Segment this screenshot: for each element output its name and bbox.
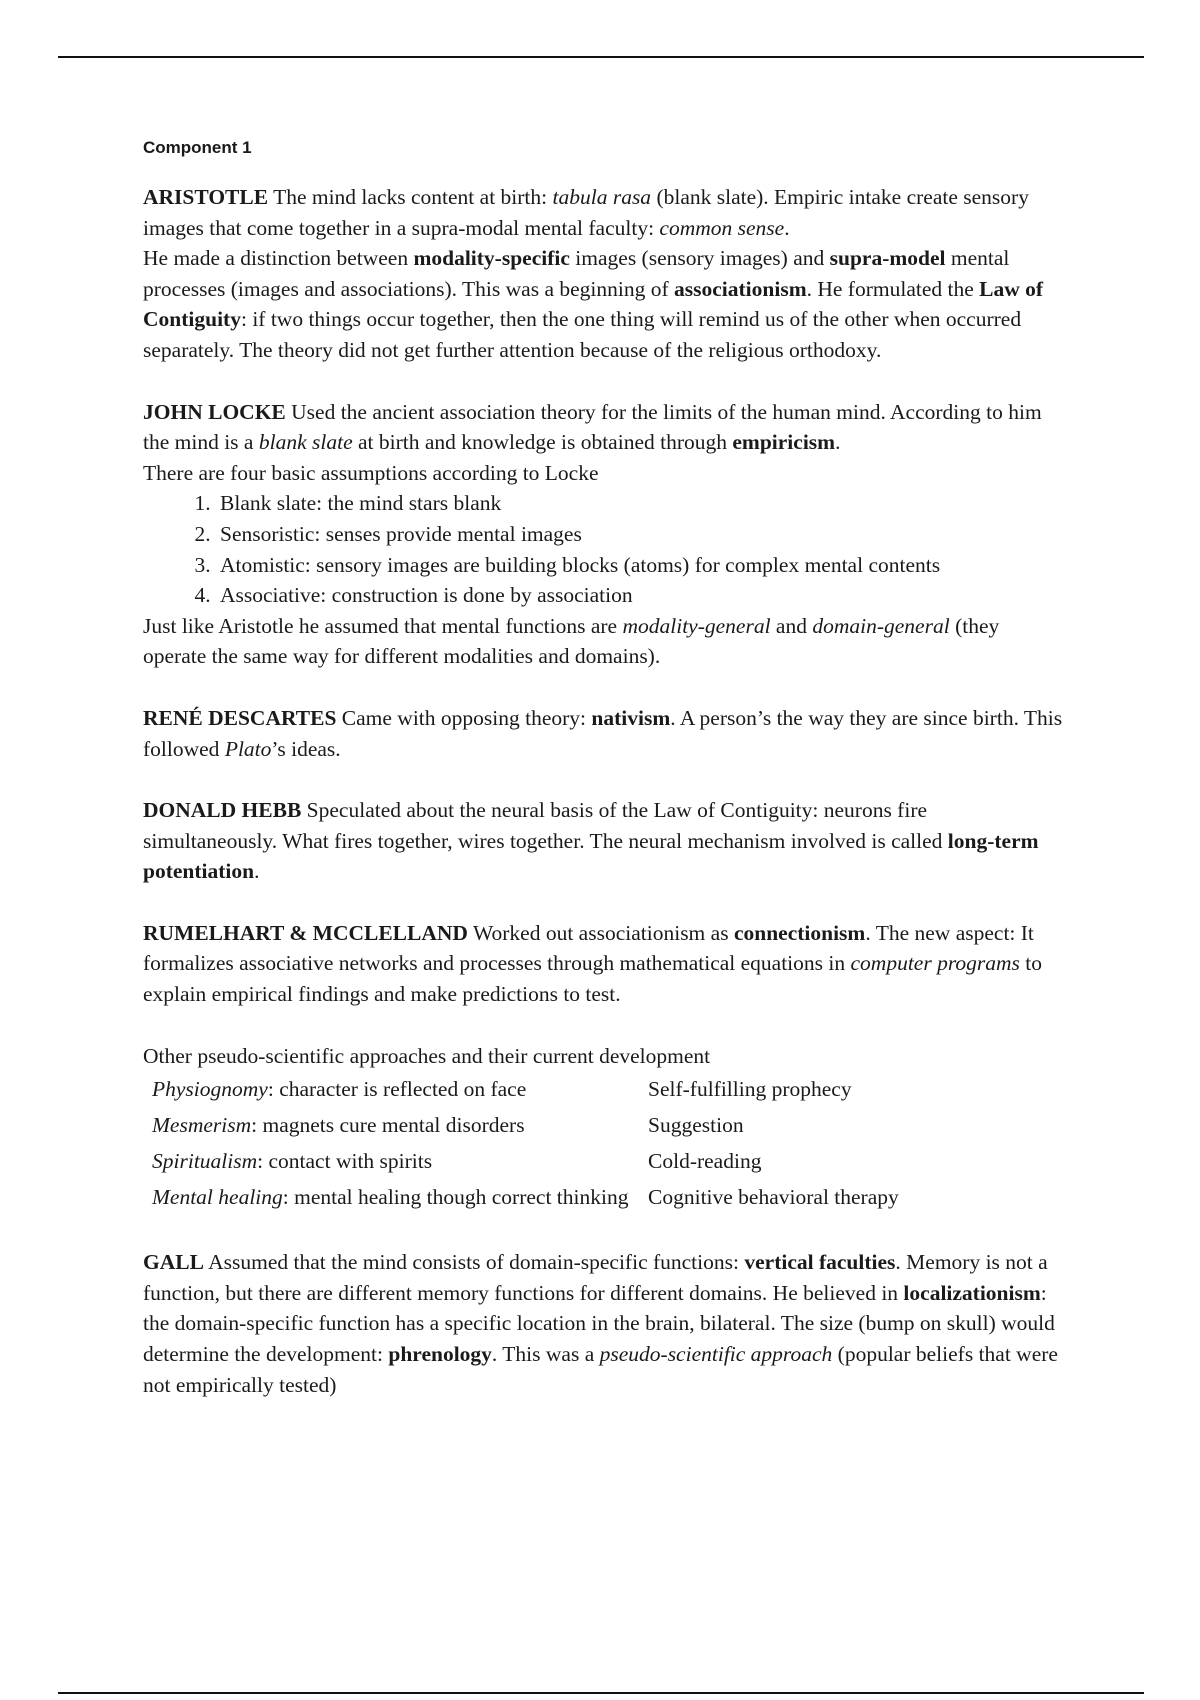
locke-paragraph — [143, 397, 1063, 489]
text-run: . Memory is not a function, but there are different memory functions for different domains. He believed in — [143, 1250, 1048, 1305]
text-run: . — [784, 215, 790, 240]
aristotle-paragraph — [143, 182, 1063, 366]
current-cell: Self-fulfilling prophecy — [648, 1077, 852, 1102]
text-run: The mind lacks content at birth: — [268, 185, 553, 209]
locke-section — [143, 397, 1063, 672]
approach-cell — [152, 1107, 648, 1143]
list-item: 3. Atomistic: sensory images are building blocks (atoms) for complex mental contents — [216, 550, 1063, 581]
gall-name: GALL — [143, 1250, 204, 1275]
hebb-name: DONALD HEBB — [143, 798, 302, 823]
table-row — [152, 1143, 899, 1179]
text-run: (blank slate). Empiric intake create sensory images that come together in a supra-modal mental faculty: — [143, 185, 1029, 240]
rumelhart-paragraph — [143, 918, 1063, 1010]
italic-term: Plato — [224, 736, 272, 761]
text-run: There are four basic assumptions according to Locke — [143, 460, 599, 485]
text-run: . This was a — [491, 1342, 600, 1367]
approach-term: Physiognomy — [152, 1077, 268, 1102]
current-cell: Cognitive behavioral therapy — [648, 1185, 899, 1210]
approach-desc: : character is reflected on face — [267, 1077, 527, 1102]
bold-term: connectionism — [733, 920, 866, 945]
text-run: . — [254, 859, 260, 884]
approach-desc: : magnets cure mental disorders — [251, 1113, 525, 1138]
text-run: Just like Aristotle he assumed that mental functions are — [143, 613, 623, 638]
approach-term: Mesmerism — [152, 1113, 252, 1138]
hebb-paragraph — [143, 795, 1063, 887]
gall-paragraph — [143, 1247, 1063, 1400]
text-run: Came with opposing theory: — [336, 705, 592, 730]
table-row — [152, 1107, 899, 1143]
bold-term: phrenology — [388, 1342, 492, 1367]
italic-term: modality-general — [622, 613, 771, 638]
approach-desc: : mental healing though correct thinking — [282, 1185, 629, 1210]
approach-desc: : contact with spirits — [257, 1149, 433, 1174]
bold-term: Law of Contiguity — [143, 276, 1044, 332]
approach-cell — [152, 1071, 648, 1107]
approaches-intro: Other pseudo-scientific approaches and their current development — [143, 1043, 711, 1068]
table-row — [152, 1071, 899, 1107]
aristotle-name: ARISTOTLE — [143, 185, 269, 209]
text-run: . He formulated the — [806, 276, 980, 301]
text-run: . — [835, 430, 841, 455]
descartes-name: RENÉ DESCARTES — [143, 705, 337, 730]
descartes-paragraph — [143, 703, 1063, 764]
rumelhart-name: RUMELHART & MCCLELLAND — [143, 920, 468, 945]
approach-cell — [152, 1179, 648, 1215]
italic-term: computer programs — [850, 951, 1020, 976]
locke-name: JOHN LOCKE — [143, 399, 286, 424]
component-heading: Component 1 — [143, 138, 252, 157]
text-run: (popular beliefs that were not empirically tested) — [143, 1342, 1058, 1397]
header-rule — [58, 56, 1144, 58]
current-cell: Suggestion — [648, 1113, 744, 1138]
bold-term: nativism — [591, 705, 671, 730]
bold-term: supra-model — [829, 246, 946, 271]
locke-conclusion — [143, 611, 1063, 672]
text-run: : the domain-specific function has a specific location in the brain, bilateral. The size (bump on skull) would determine the development: — [143, 1280, 1055, 1367]
text-run: to explain empirical findings and make predictions to test. — [143, 951, 1043, 1007]
list-item: 1. Blank slate: the mind stars blank — [216, 488, 1063, 519]
bold-term: associationism — [674, 276, 807, 301]
bold-term: long-term potentiation — [143, 828, 1039, 884]
table-row — [152, 1179, 899, 1215]
text-run: at birth and knowledge is obtained through — [352, 430, 733, 455]
italic-term: common sense — [659, 215, 785, 240]
approaches-table — [152, 1071, 899, 1215]
footer-rule — [58, 1692, 1144, 1694]
bold-term: empiricism — [732, 430, 836, 455]
approach-term: Mental healing — [152, 1185, 283, 1210]
approach-term: Spiritualism — [152, 1149, 258, 1174]
approach-cell — [152, 1143, 648, 1179]
italic-term: blank slate — [258, 430, 353, 455]
bold-term: modality-specific — [413, 246, 570, 271]
text-run: Used the ancient association theory for the limits of the human mind. According to him the mind is a — [143, 399, 1042, 455]
text-run: mental processes (images and associations). This was a beginning of — [143, 246, 1010, 301]
italic-term: pseudo-scientific approach — [599, 1342, 833, 1367]
bold-term: vertical faculties — [744, 1250, 896, 1275]
list-item: 2. Sensoristic: senses provide mental images — [216, 519, 1063, 550]
text-run: (they operate the same way for different modalities and domains). — [143, 613, 1000, 669]
current-cell: Cold-reading — [648, 1149, 762, 1174]
italic-term: domain-general — [812, 613, 950, 638]
assumptions-list — [143, 488, 1063, 610]
text-run: Speculated about the neural basis of the Law of Contiguity: neurons fire simultaneously. What fires together, wires together. The neural mechanism involved is called — [143, 798, 948, 853]
document-page — [143, 138, 1063, 1431]
text-run: Assumed that the mind consists of domain-specific functions: — [203, 1250, 745, 1275]
text-run: images (sensory images) and — [569, 246, 830, 271]
text-run: . A person’s the way they are since birth. This followed — [143, 705, 1063, 761]
text-run: ’s ideas. — [271, 736, 341, 761]
text-run: : if two things occur together, then the one thing will remind us of the other when occurred separately. The theory did not get further attention because of the religious orthodoxy. — [143, 307, 1022, 362]
list-item: 4. Associative: construction is done by association — [216, 580, 1063, 611]
italic-term: tabula rasa — [552, 185, 652, 209]
text-run: . The new aspect: It formalizes associative networks and processes through mathematical equations in — [143, 920, 1034, 976]
bold-term: localizationism — [903, 1280, 1041, 1305]
text-run: and — [770, 613, 813, 638]
text-run: He made a distinction between — [143, 246, 414, 271]
text-run: Worked out associationism as — [467, 920, 734, 945]
